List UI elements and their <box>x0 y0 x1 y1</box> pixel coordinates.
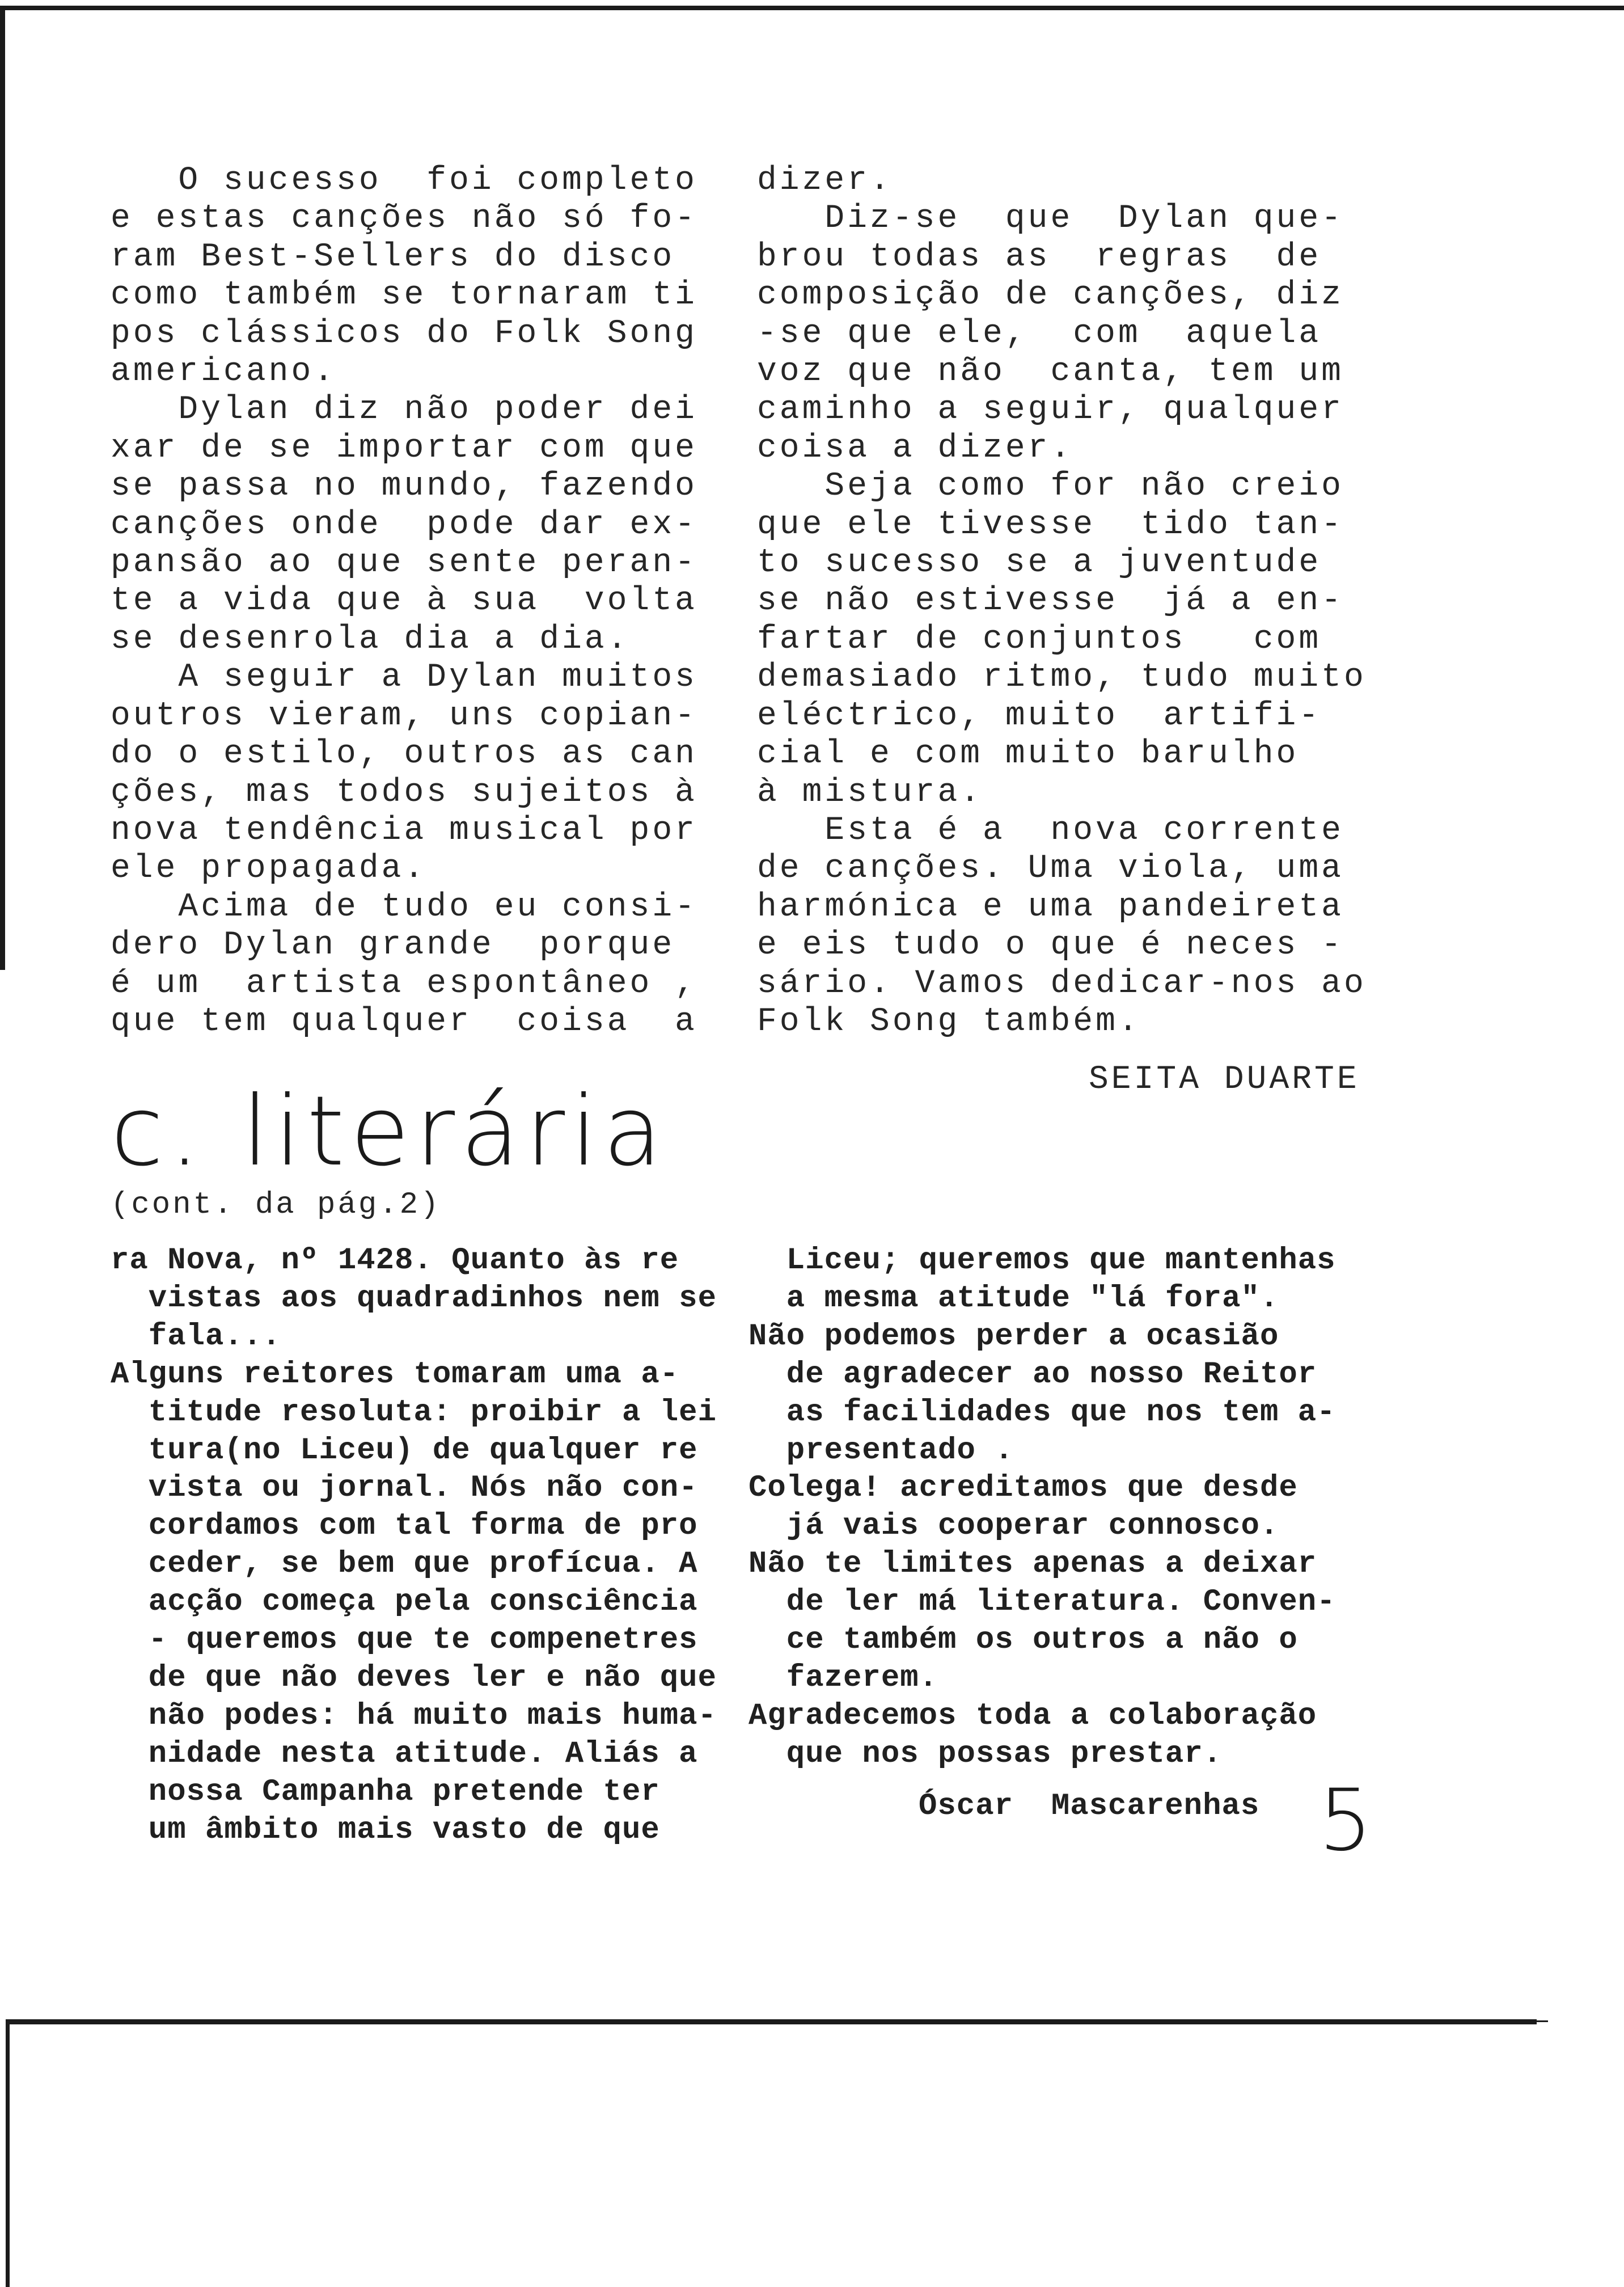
text-line: a mesma atitude "lá fora". <box>748 1281 1279 1316</box>
text-line: voz que não canta, tem um <box>757 353 1344 391</box>
text-line: O sucesso foi completo <box>111 162 697 199</box>
article-column-left <box>111 162 697 1041</box>
text-line: demasiado ritmo, tudo muito <box>757 659 1367 697</box>
text-line: sário. Vamos dedicar-nos ao <box>757 965 1367 1002</box>
text-line: Esta é a nova corrente <box>757 812 1344 849</box>
text-line: ções, mas todos sujeitos à <box>111 774 697 811</box>
page-number: 5 <box>1318 1771 1373 1870</box>
text-line: acção começa pela consciência <box>111 1585 698 1620</box>
top-border-rule <box>0 6 1624 10</box>
text-line: se desenrola dia a dia. <box>111 621 630 658</box>
text-line: dero Dylan grande porque <box>111 927 675 964</box>
text-line: vistas aos quadradinhos nem se <box>111 1281 717 1316</box>
section-subheading: (cont. da pág.2) <box>111 1188 441 1222</box>
author-signature: Óscar Mascarenhas <box>919 1789 1260 1824</box>
text-line: como também se tornaram ti <box>111 277 697 314</box>
text-line: do o estilo, outros as can <box>111 736 697 773</box>
text-line: que nos possas prestar. <box>748 1736 1223 1771</box>
text-line: to sucesso se a juventude <box>757 545 1322 582</box>
text-line: fartar de conjuntos com <box>757 621 1322 658</box>
text-line: xar de se importar com que <box>111 429 697 467</box>
text-line: de agradecer ao nosso Reitor <box>748 1357 1317 1392</box>
text-line: que ele tivesse tido tan- <box>757 506 1344 543</box>
text-line: nova tendência musical por <box>111 812 697 849</box>
text-line: Não te limites apenas a deixar <box>748 1547 1317 1582</box>
text-line: ra Nova, nº 1428. Quanto às re <box>111 1243 679 1278</box>
text-line: Folk Song também. <box>757 1003 1141 1040</box>
text-line: fazerem. <box>748 1660 938 1695</box>
text-line: de ler má literatura. Conven- <box>748 1585 1336 1620</box>
text-line: Dylan diz não poder dei <box>111 391 697 429</box>
text-line: -se que ele, com aquela <box>757 315 1322 352</box>
text-line: se não estivesse já a en- <box>757 583 1344 620</box>
text-line: pos clássicos do Folk Song <box>111 315 697 352</box>
text-line: A seguir a Dylan muitos <box>111 659 697 697</box>
text-line: à mistura. <box>757 774 983 811</box>
text-line: ceder, se bem que profícua. A <box>111 1547 698 1582</box>
text-line: cial e com muito barulho <box>757 736 1299 773</box>
text-line: americano. <box>111 353 337 391</box>
continuation-column-right <box>748 1242 1336 1774</box>
text-line: Alguns reitores tomaram uma a- <box>111 1357 679 1392</box>
text-line: ram Best-Sellers do disco <box>111 238 675 276</box>
text-line: Diz-se que Dylan que- <box>757 200 1344 238</box>
text-line: caminho a seguir, qualquer <box>757 391 1344 429</box>
text-line: se passa no mundo, fazendo <box>111 468 697 505</box>
text-line: Liceu; queremos que mantenhas <box>748 1243 1336 1278</box>
text-line: Seja como for não creio <box>757 468 1344 505</box>
text-line: de canções. Uma viola, uma <box>757 850 1344 888</box>
text-line: nossa Campanha pretende ter <box>111 1774 660 1809</box>
left-border-rule-lower <box>6 2019 10 2287</box>
section-heading: c. literária <box>111 1075 668 1188</box>
text-line: canções onde pode dar ex- <box>111 506 697 543</box>
text-line: outros vieram, uns copian- <box>111 697 697 735</box>
bottom-border-rule-tail <box>1531 2020 1548 2022</box>
text-line: cordamos com tal forma de pro <box>111 1509 698 1544</box>
left-border-rule <box>0 6 5 970</box>
text-line: te a vida que à sua volta <box>111 583 697 620</box>
text-line: vista ou jornal. Nós não con- <box>111 1471 698 1506</box>
text-line: titude resoluta: proibir a lei <box>111 1395 717 1430</box>
text-line: Não podemos perder a ocasião <box>748 1319 1279 1354</box>
text-line: composição de canções, diz <box>757 277 1344 314</box>
text-line: e estas canções não só fo- <box>111 200 697 238</box>
text-line: - queremos que te compenetres <box>111 1623 698 1658</box>
article-column-right <box>757 162 1367 1041</box>
text-line: um âmbito mais vasto de que <box>111 1812 660 1847</box>
text-line: brou todas as regras de <box>757 238 1322 276</box>
text-line: Colega! acreditamos que desde <box>748 1471 1298 1506</box>
text-line: fala... <box>111 1319 281 1354</box>
text-line: é um artista espontâneo , <box>111 965 697 1002</box>
author-signature: SEITA DUARTE <box>1089 1061 1360 1098</box>
text-line: nidade nesta atitude. Aliás a <box>111 1736 698 1771</box>
text-line: harmónica e uma pandeireta <box>757 888 1344 926</box>
text-line: coisa a dizer. <box>757 429 1073 467</box>
text-line: de que não deves ler e não que <box>111 1660 717 1695</box>
text-line: ele propagada. <box>111 850 427 888</box>
text-line: já vais cooperar connosco. <box>748 1509 1279 1544</box>
text-line: Agradecemos toda a colaboração <box>748 1698 1317 1733</box>
bottom-border-rule <box>6 2019 1537 2024</box>
text-line: as facilidades que nos tem a- <box>748 1395 1336 1430</box>
continuation-column-left <box>111 1242 717 1850</box>
text-line: e eis tudo o que é neces - <box>757 927 1344 964</box>
text-line: não podes: há muito mais huma- <box>111 1698 717 1733</box>
text-line: eléctrico, muito artifi- <box>757 697 1322 735</box>
text-line: Acima de tudo eu consi- <box>111 888 697 926</box>
text-line: presentado . <box>748 1433 1014 1468</box>
text-line: ce também os outros a não o <box>748 1623 1298 1658</box>
text-line: tura(no Liceu) de qualquer re <box>111 1433 698 1468</box>
text-line: que tem qualquer coisa a <box>111 1003 697 1040</box>
text-line: dizer. <box>757 162 893 199</box>
text-line: pansão ao que sente peran- <box>111 545 697 582</box>
